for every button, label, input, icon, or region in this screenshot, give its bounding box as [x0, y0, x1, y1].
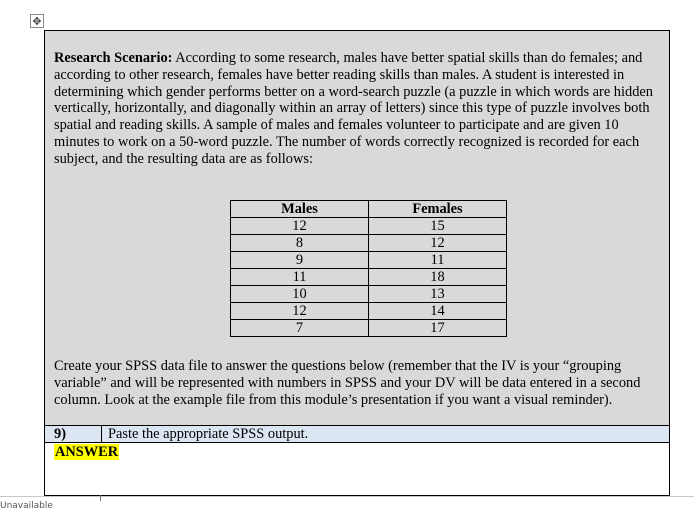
- females-cell: 12: [369, 235, 507, 252]
- table-row: [231, 252, 507, 269]
- status-text: Unavailable: [0, 501, 53, 511]
- instructions-paragraph: Create your SPSS data file to answer the questions below (remember that the IV is your “grouping variable” and will be represented with numbers in SPSS and your DV will be data entered in a second column. Look at the example file from this module’s presentation if you want a visual reminder).: [54, 358, 641, 408]
- question-number: 9): [54, 426, 66, 442]
- table-row: [231, 320, 507, 337]
- females-cell: 11: [369, 252, 507, 269]
- females-cell: 17: [369, 320, 507, 337]
- males-cell: 7: [231, 320, 369, 337]
- table-row: [231, 235, 507, 252]
- scenario-heading: Research Scenario:: [54, 50, 173, 66]
- scenario-paragraph: [54, 50, 662, 168]
- table-row: [231, 218, 507, 235]
- females-cell: 13: [369, 286, 507, 303]
- data-table: [230, 200, 507, 337]
- males-cell: 12: [231, 303, 369, 320]
- header-females: Females: [369, 201, 507, 218]
- table-row: [231, 286, 507, 303]
- males-cell: 8: [231, 235, 369, 252]
- males-cell: 12: [231, 218, 369, 235]
- page-divider: [0, 496, 694, 497]
- males-cell: 10: [231, 286, 369, 303]
- females-cell: 18: [369, 269, 507, 286]
- table-move-icon[interactable]: ✥: [30, 14, 44, 28]
- males-cell: 9: [231, 252, 369, 269]
- cell-divider: [101, 426, 102, 442]
- table-row: [231, 303, 507, 320]
- ruler-tick: [100, 495, 101, 501]
- table-header-row: [231, 201, 507, 218]
- females-cell: 14: [369, 303, 507, 320]
- question-row: [45, 426, 669, 443]
- scenario-cell: [45, 31, 669, 426]
- scenario-text: According to some research, males have better spatial skills than do females; and according to other research, females have better reading skills than males. A student is interested in determining which gender performs better on a word-search puzzle (a puzzle in which words are hidden vertically, horizontally, and diagonally within an array of letters) since this type of puzzle involves both spatial and reading skills. A sample of males and females volunteer to participate and are given 10 minutes to work on a 50-word puzzle. The number of words correctly recognized is recorded for each subject, and the resulting data are as follows:: [54, 50, 653, 167]
- question-text: Paste the appropriate SPSS output.: [108, 426, 309, 442]
- females-cell: 15: [369, 218, 507, 235]
- header-males: Males: [231, 201, 369, 218]
- document-table: [44, 30, 670, 496]
- answer-label[interactable]: ANSWER: [55, 444, 119, 460]
- table-row: [231, 269, 507, 286]
- males-cell: 11: [231, 269, 369, 286]
